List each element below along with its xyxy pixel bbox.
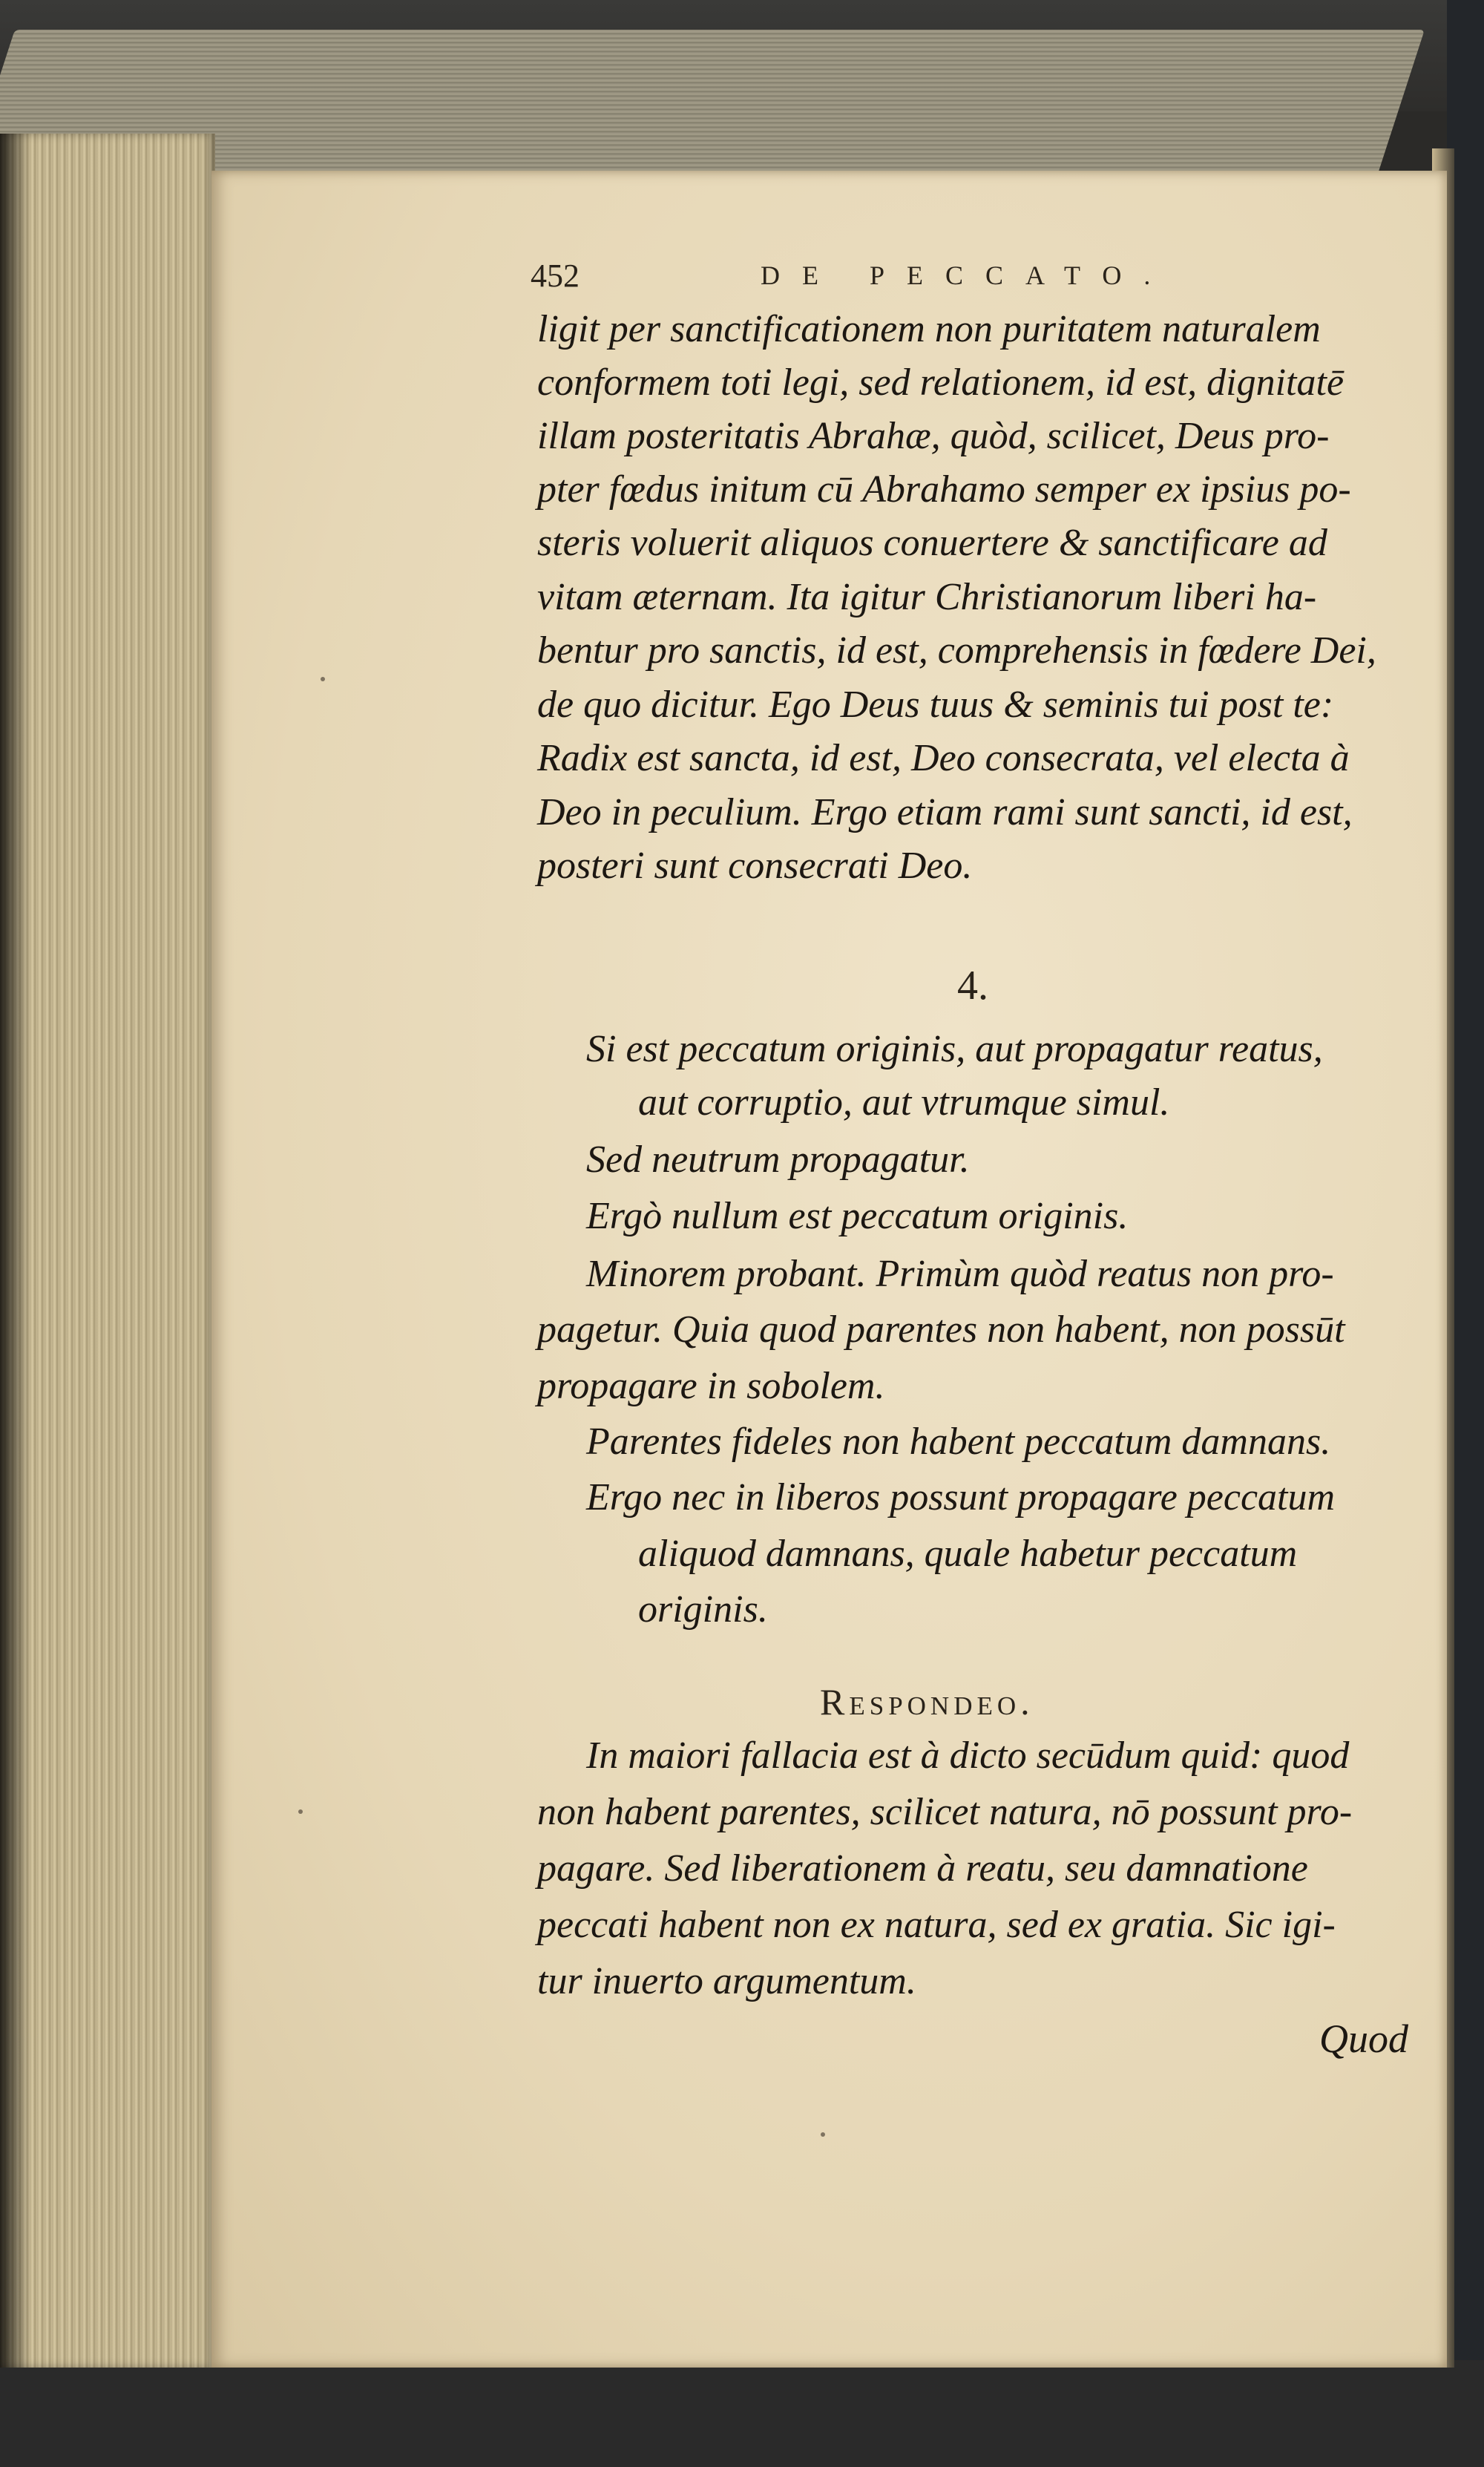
text-line: tur inuerto argumentum. (537, 1960, 916, 2002)
page-edges-shadow (0, 134, 30, 2368)
text-line: Ergo nec in liberos possunt propagare peccatum (586, 1476, 1336, 1518)
text-line: pagetur. Quia quod parentes non habent, non possūt (537, 1308, 1345, 1351)
text-line: ligit per sanctificationem non puritatem naturalem (537, 308, 1321, 350)
text-line: Parentes fideles non habent peccatum damnans. (586, 1421, 1331, 1463)
text-line: vitam æternam. Ita igitur Christianorum liberi ha- (537, 576, 1317, 618)
text-line: peccati habent non ex natura, sed ex gratia. Sic igi- (537, 1904, 1336, 1946)
text-line: Ergò nullum est peccatum originis. (586, 1195, 1129, 1237)
running-head (531, 257, 1421, 294)
text-line: propagare in sobolem. (537, 1365, 885, 1407)
text-line: illam posteritatis Abrahæ, quòd, scilicet, Deus pro- (537, 415, 1330, 457)
text-line: Si est peccatum originis, aut propagatur reatus, (586, 1028, 1323, 1070)
paper-speck (321, 677, 325, 681)
text-line: In maiori fallacia est à dicto secūdum quid: quod (586, 1734, 1350, 1777)
paper-speck (298, 1809, 303, 1814)
text-line: posteri sunt consecrati Deo. (537, 845, 973, 887)
text-line: aliquod damnans, quale habetur peccatum (638, 1533, 1298, 1575)
section-number: 4. (957, 963, 988, 1009)
stacked-page-edges (0, 134, 215, 2368)
text-line: steris voluerit aliquos conuertere & sanctificare ad (537, 522, 1327, 564)
text-line: Minorem probant. Primùm quòd reatus non pro- (586, 1253, 1334, 1295)
paper-speck (821, 2132, 825, 2137)
text-line: Radix est sancta, id est, Deo consecrata, vel electa à (537, 737, 1350, 779)
text-line: conformem toti legi, sed relationem, id est, dignitatē (537, 361, 1345, 404)
catchword: Quod (1319, 2016, 1408, 2061)
text-line: originis. (638, 1588, 768, 1631)
text-line: pagare. Sed liberationem à reatu, seu damnatione (537, 1847, 1308, 1890)
text-line: Sed neutrum propagatur. (586, 1139, 970, 1181)
text-line: aut corruptio, aut vtrumque simul. (638, 1081, 1170, 1124)
running-head-title: DE PECCATO. (761, 261, 1173, 290)
text-line: pter fœdus initum cū Abrahamo semper ex ipsius po- (537, 468, 1351, 511)
page-number: 452 (531, 258, 580, 294)
text-line: bentur pro sanctis, id est, comprehensis in fœdere Dei, (537, 629, 1376, 672)
text-line: non habent parentes, scilicet natura, nō possunt pro- (537, 1791, 1353, 1833)
text-line: Deo in peculium. Ergo etiam rami sunt sancti, id est, (537, 791, 1353, 833)
dark-background-bottom (0, 2360, 1484, 2467)
text-line: de quo dicitur. Ego Deus tuus & seminis tui post te: (537, 684, 1334, 726)
respondeo-heading: Respondeo. (820, 1681, 1034, 1723)
